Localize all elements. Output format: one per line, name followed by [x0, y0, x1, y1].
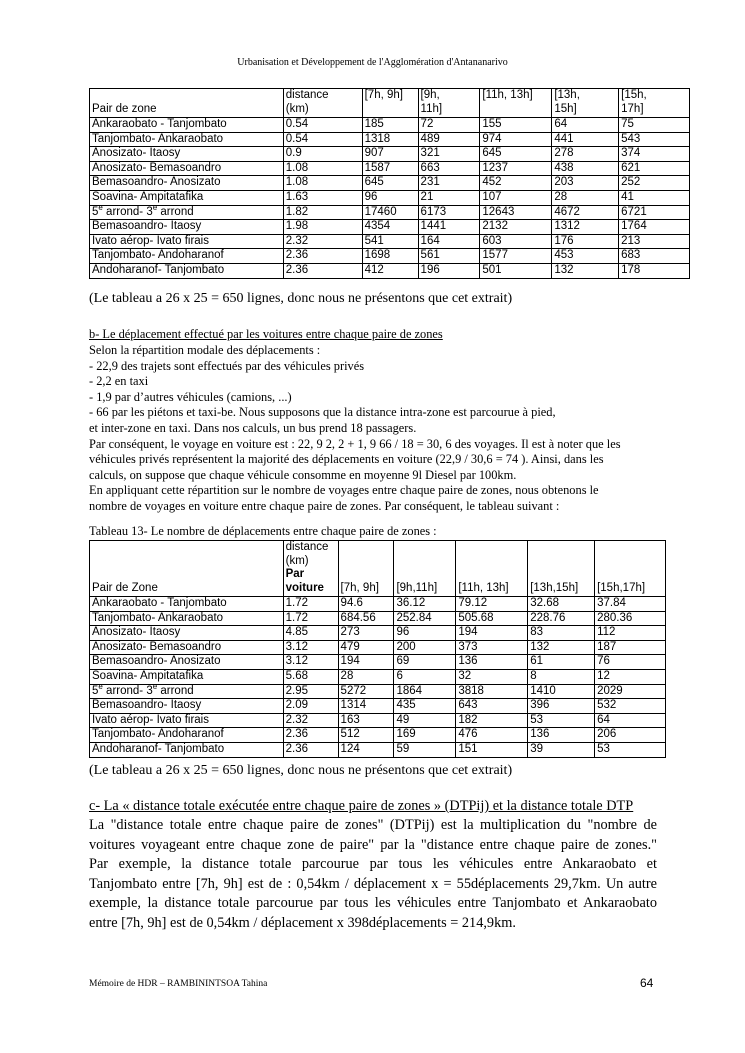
table-row	[90, 597, 666, 612]
text-line: exemple, la distance totale parcourue par tous les véhicules entre Tanjombato et Ankaraobato	[89, 895, 657, 912]
table-cell: 17460	[362, 205, 418, 220]
zone-pair-cell	[90, 597, 284, 612]
table-cell: 1764	[619, 220, 690, 235]
text-line: - 66 par les piétons et taxi-be. Nous supposons que la distance intra-zone est parcourue à pied,	[89, 405, 556, 420]
table-row	[90, 669, 666, 684]
table-row	[90, 147, 690, 162]
table-cell: 112	[595, 626, 666, 641]
table-cell: 41	[619, 190, 690, 205]
table-cell: 53	[528, 713, 595, 728]
table-cell: 561	[418, 249, 480, 264]
table-cell: 203	[552, 176, 619, 191]
table-row	[90, 176, 690, 191]
table-cell: 72	[418, 118, 480, 133]
zone-pair-cell	[90, 655, 284, 670]
table-cell: 321	[418, 147, 480, 162]
table-cell: 12643	[480, 205, 552, 220]
zone-pair-cell	[90, 699, 284, 714]
table-cell: 541	[362, 234, 418, 249]
table-cell: 169	[394, 728, 456, 743]
text-line: Selon la répartition modale des déplacements :	[89, 343, 321, 357]
table2-header-row	[90, 541, 666, 597]
table-cell: 49	[394, 713, 456, 728]
table-cell: 543	[619, 132, 690, 147]
table-cell: 53	[595, 742, 666, 757]
table-row	[90, 132, 690, 147]
zone-pair-cell	[90, 249, 284, 264]
table-cell: 280.36	[595, 611, 666, 626]
table-cell: 278	[552, 147, 619, 162]
table-cell: 3.12	[283, 655, 338, 670]
table-cell: 603	[480, 234, 552, 249]
table-cell: 1312	[552, 220, 619, 235]
table-cell: 974	[480, 132, 552, 147]
table-cell: 94.6	[338, 597, 394, 612]
table-cell: 645	[480, 147, 552, 162]
table-cell: 2.36	[283, 742, 338, 757]
table-cell: 2.09	[283, 699, 338, 714]
table-cell: 5272	[338, 684, 394, 699]
table-cell: 1698	[362, 249, 418, 264]
table-cell: 36.12	[394, 597, 456, 612]
table-cell: 438	[552, 161, 619, 176]
table-cell: 1237	[480, 161, 552, 176]
table-cell: 163	[338, 713, 394, 728]
header-cell: [15h,	[619, 89, 690, 104]
header-cell	[362, 103, 418, 118]
zone-pair-cell	[90, 220, 284, 235]
zone-text: 5	[92, 684, 99, 697]
table-cell: 396	[528, 699, 595, 714]
table-cell: 621	[619, 161, 690, 176]
table-cell: 6721	[619, 205, 690, 220]
header-cell: 15h]	[552, 103, 619, 118]
header-cell-period: [7h, 9h]	[338, 541, 394, 597]
table-cell: 435	[394, 699, 456, 714]
header-cell: [7h, 9h]	[362, 89, 418, 104]
text-line: Par exemple, la distance totale parcourue par tous les véhicules entre Ankaraobato et	[89, 856, 657, 873]
table-cell: 452	[480, 176, 552, 191]
table-cell: 2.95	[283, 684, 338, 699]
table-cell: 2.36	[283, 263, 362, 278]
zone-pair-cell	[90, 234, 284, 249]
section-b-title: b- Le déplacement effectué par les voitures entre chaque paire de zones	[89, 327, 443, 341]
header-distance-line3: Par	[285, 568, 305, 581]
table-cell: 107	[480, 190, 552, 205]
table-cell: 196	[418, 263, 480, 278]
table-cell: 1.82	[283, 205, 362, 220]
zone-text: Bemasoandro- Anosizato	[92, 176, 221, 189]
header-cell-period: [13h,15h]	[528, 541, 595, 597]
table-cell: 1.72	[283, 597, 338, 612]
table-cell: 252.84	[394, 611, 456, 626]
table-cell: 453	[552, 249, 619, 264]
table-row	[90, 118, 690, 133]
header-cell: [9h,	[418, 89, 480, 104]
table-cell: 505.68	[456, 611, 528, 626]
text-line: véhicules privés représentent la majorité des déplacements en voiture (22,9 / 30,6 = 74 ). Ainsi, dans les	[89, 452, 604, 467]
table-cell: 4354	[362, 220, 418, 235]
table-cell: 132	[552, 263, 619, 278]
table-cell: 136	[528, 728, 595, 743]
text-line: - 1,9 par d’autres véhicules (camions, ...)	[89, 389, 292, 404]
table-cell: 64	[595, 713, 666, 728]
table-cell: 683	[619, 249, 690, 264]
table-car-trips-by-zone-pair	[89, 540, 666, 758]
table-cell: 83	[528, 626, 595, 641]
zone-pair-cell	[90, 161, 284, 176]
text-line: nombre de voyages en voiture entre chaque paire de zones. Par conséquent, le tableau suivant :	[89, 498, 560, 513]
table-cell: 1.08	[283, 176, 362, 191]
table-cell: 1864	[394, 684, 456, 699]
section-c-title: c- La « distance totale exécutée entre chaque paire de zones » (DTPij) et la distance totale DTP	[89, 798, 634, 814]
text-line: En appliquant cette répartition sur le nombre de voyages entre chaque paire de zones, nous obtenons le	[89, 483, 599, 498]
header-cell: distance	[283, 89, 362, 104]
table-row	[90, 190, 690, 205]
table-cell: 684.56	[338, 611, 394, 626]
table-cell: 532	[595, 699, 666, 714]
header-cell-distance	[283, 541, 338, 597]
text-line: entre [7h, 9h] est de 0,54km / déplacement x 398déplacements = 214,9km.	[89, 914, 516, 931]
zone-text: Tanjombato- Andoharanof	[92, 249, 224, 262]
table-cell: 489	[418, 132, 480, 147]
zone-text: arrond- 3	[102, 205, 153, 218]
zone-text: Andoharanof- Tanjombato	[92, 742, 225, 755]
table-cell: 1577	[480, 249, 552, 264]
table-cell: 512	[338, 728, 394, 743]
table-row	[90, 742, 666, 757]
zone-pair-cell	[90, 190, 284, 205]
header-distance-line4: voiture	[285, 581, 324, 594]
text-line: et inter-zone en taxi. Dans nos calculs, un bus prend 18 passagers.	[89, 420, 417, 435]
table-row	[90, 699, 666, 714]
header-cell: (km)	[283, 103, 362, 118]
zone-text: arrond	[157, 205, 194, 218]
section-c-body	[89, 816, 657, 934]
header-cell	[90, 89, 284, 104]
zone-text: 5	[92, 205, 99, 218]
superscript: e	[152, 684, 158, 691]
text-line: calculs, on suppose que chaque véhicule consomme en moyenne 9l Diesel par 100km.	[89, 467, 517, 482]
table-cell: 2132	[480, 220, 552, 235]
table-row	[90, 713, 666, 728]
table-cell: 4.85	[283, 626, 338, 641]
zone-text: Anosizato- Itaosy	[92, 147, 181, 160]
table-cell: 164	[418, 234, 480, 249]
header-cell-period: [15h,17h]	[595, 541, 666, 597]
page-footer: Mémoire de HDR – RAMBININTSOA Tahina	[89, 979, 268, 989]
table-cell: 194	[456, 626, 528, 641]
table-cell: 12	[595, 669, 666, 684]
table-cell: 1318	[362, 132, 418, 147]
header-cell-period: [9h,11h]	[394, 541, 456, 597]
table-cell: 21	[418, 190, 480, 205]
zone-pair-cell	[90, 684, 284, 699]
zone-text: Bemasoandro- Itaosy	[92, 220, 202, 233]
table-cell: 479	[338, 640, 394, 655]
table-cell: 4672	[552, 205, 619, 220]
header-distance-line1: distance	[285, 541, 329, 553]
running-header: Urbanisation et Développement de l'Agglomération d'Antananarivo	[237, 57, 508, 68]
table-cell: 79.12	[456, 597, 528, 612]
zone-pair-cell	[90, 728, 284, 743]
text-line: voitures voyageant entre chaque zone de paire" par la "distance entre chaque paire de zones."	[89, 836, 657, 853]
zone-text: Anosizato- Itaosy	[92, 626, 181, 639]
table-cell: 64	[552, 118, 619, 133]
table-cell: 6173	[418, 205, 480, 220]
zone-text: Anosizato- Bemasoandro	[92, 640, 222, 653]
table-cell: 8	[528, 669, 595, 684]
table-cell: 0.9	[283, 147, 362, 162]
table-cell: 907	[362, 147, 418, 162]
table-cell: 151	[456, 742, 528, 757]
table-cell: 3.12	[283, 640, 338, 655]
zone-text: Bemasoandro- Itaosy	[92, 699, 202, 712]
table-cell: 76	[595, 655, 666, 670]
zone-pair-cell	[90, 626, 284, 641]
header-cell-period: [11h, 13h]	[456, 541, 528, 597]
table-cell: 374	[619, 147, 690, 162]
table-cell: 1.63	[283, 190, 362, 205]
table-cell: 228.76	[528, 611, 595, 626]
table-cell: 476	[456, 728, 528, 743]
table-cell: 155	[480, 118, 552, 133]
table-row	[90, 728, 666, 743]
table-cell: 28	[552, 190, 619, 205]
table-cell: 194	[338, 655, 394, 670]
table-cell: 206	[595, 728, 666, 743]
table-cell: 643	[456, 699, 528, 714]
table-cell: 32	[456, 669, 528, 684]
table-cell: 185	[362, 118, 418, 133]
table-row	[90, 684, 666, 699]
zone-pair-cell	[90, 118, 284, 133]
table-row	[90, 263, 690, 278]
header-cell: 17h]	[619, 103, 690, 118]
zone-pair-cell	[90, 263, 284, 278]
text-line: Par conséquent, le voyage en voiture est : 22, 9 2, 2 + 1, 9 66 / 18 = 30, 6 des voyages. Il est à noter que les	[89, 436, 621, 451]
table-row	[90, 249, 690, 264]
header-distance-line2: (km)	[285, 554, 309, 567]
table-cell: 2.32	[283, 234, 362, 249]
table2-note: (Le tableau a 26 x 25 = 650 lignes, donc nous ne présentons que cet extrait)	[89, 763, 513, 778]
table-row	[90, 611, 666, 626]
table-cell: 136	[456, 655, 528, 670]
table-row	[90, 234, 690, 249]
table-row	[90, 640, 666, 655]
zone-text: Tanjombato- Ankaraobato	[92, 611, 224, 624]
zone-text: Tanjombato- Andoharanof	[92, 728, 224, 741]
table-cell: 1.72	[283, 611, 338, 626]
table-cell: 132	[528, 640, 595, 655]
table-cell: 6	[394, 669, 456, 684]
superscript: e	[98, 205, 103, 212]
zone-text: Ankaraobato - Tanjombato	[92, 118, 227, 130]
table-cell: 1410	[528, 684, 595, 699]
zone-text: Tanjombato- Ankaraobato	[92, 132, 224, 145]
table-cell: 2.36	[283, 728, 338, 743]
table-row	[90, 161, 690, 176]
table-cell: 182	[456, 713, 528, 728]
table-cell: 273	[338, 626, 394, 641]
zone-pair-cell	[90, 640, 284, 655]
table-cell: 213	[619, 234, 690, 249]
table1-note: (Le tableau a 26 x 25 = 650 lignes, donc nous ne présentons que cet extrait)	[89, 291, 513, 306]
header-cell: [13h,	[552, 89, 619, 104]
zone-pair-cell	[90, 742, 284, 757]
table-cell: 59	[394, 742, 456, 757]
table-cell: 39	[528, 742, 595, 757]
table-cell: 75	[619, 118, 690, 133]
zone-pair-cell	[90, 669, 284, 684]
zone-pair-cell	[90, 132, 284, 147]
header-cell: 11h]	[418, 103, 480, 118]
table-cell: 32.68	[528, 597, 595, 612]
section-b-body	[89, 343, 621, 515]
table-cell: 28	[338, 669, 394, 684]
table-cell: 1.08	[283, 161, 362, 176]
table1-header-row2	[90, 103, 690, 118]
text-line: - 2,2 en taxi	[89, 374, 149, 389]
table-cell: 96	[362, 190, 418, 205]
table-cell: 187	[595, 640, 666, 655]
table-cell: 0.54	[283, 118, 362, 133]
table-trips-by-zone-pair	[89, 88, 690, 279]
table-cell: 200	[394, 640, 456, 655]
table-cell: 61	[528, 655, 595, 670]
table-row	[90, 626, 666, 641]
table-cell: 178	[619, 263, 690, 278]
table-cell: 69	[394, 655, 456, 670]
zone-text: Ankaraobato - Tanjombato	[92, 597, 227, 609]
table-cell: 501	[480, 263, 552, 278]
header-cell	[480, 103, 552, 118]
zone-text: Ivato aérop- Ivato firais	[92, 234, 209, 247]
zone-text: Anosizato- Bemasoandro	[92, 161, 222, 174]
table-row	[90, 205, 690, 220]
zone-text: Bemasoandro- Anosizato	[92, 655, 221, 668]
text-line: Tanjombato entre [7h, 9h] est de : 0,54km / déplacement x = 55déplacements 29,7km. Un autre	[89, 875, 657, 892]
table-cell: 645	[362, 176, 418, 191]
table-cell: 2029	[595, 684, 666, 699]
zone-text: Andoharanof- Tanjombato	[92, 263, 225, 276]
table-cell: 1.98	[283, 220, 362, 235]
table1-header-row1	[90, 89, 690, 104]
header-cell: [11h, 13h]	[480, 89, 552, 104]
text-line: La "distance totale entre chaque paire de zones" (DTPij) est la multiplication du "nombre de	[89, 817, 657, 833]
text-line: - 22,9 des trajets sont effectués par des véhicules privés	[89, 358, 365, 373]
zone-pair-cell	[90, 205, 284, 220]
table-row	[90, 655, 666, 670]
table-cell: 1587	[362, 161, 418, 176]
zone-pair-cell	[90, 713, 284, 728]
table-cell: 176	[552, 234, 619, 249]
table-cell: 231	[418, 176, 480, 191]
table-cell: 3818	[456, 684, 528, 699]
header-cell: Pair de zone	[90, 103, 284, 118]
table-cell: 441	[552, 132, 619, 147]
table-cell: 663	[418, 161, 480, 176]
table-row	[90, 220, 690, 235]
table-cell: 1441	[418, 220, 480, 235]
zone-text: arrond- 3	[102, 684, 153, 697]
table-cell: 37.84	[595, 597, 666, 612]
header-cell-zone: Pair de Zone	[90, 541, 284, 597]
page-number: 64	[640, 976, 654, 990]
zone-pair-cell	[90, 611, 284, 626]
zone-text: Ivato aérop- Ivato firais	[92, 713, 209, 726]
zone-pair-cell	[90, 176, 284, 191]
table-cell: 0.54	[283, 132, 362, 147]
table-cell: 412	[362, 263, 418, 278]
table2-caption: Tableau 13- Le nombre de déplacements entre chaque paire de zones :	[89, 524, 437, 538]
table-cell: 373	[456, 640, 528, 655]
superscript: e	[152, 205, 158, 212]
superscript: e	[98, 684, 103, 691]
table-cell: 124	[338, 742, 394, 757]
table-cell: 1314	[338, 699, 394, 714]
zone-text: Soavina- Ampitatafika	[92, 190, 204, 203]
zone-pair-cell	[90, 147, 284, 162]
table-cell: 2.32	[283, 713, 338, 728]
table-cell: 96	[394, 626, 456, 641]
table-cell: 252	[619, 176, 690, 191]
zone-text: arrond	[157, 684, 194, 697]
zone-text: Soavina- Ampitatafika	[92, 669, 204, 682]
table-cell: 5.68	[283, 669, 338, 684]
table-cell: 2.36	[283, 249, 362, 264]
